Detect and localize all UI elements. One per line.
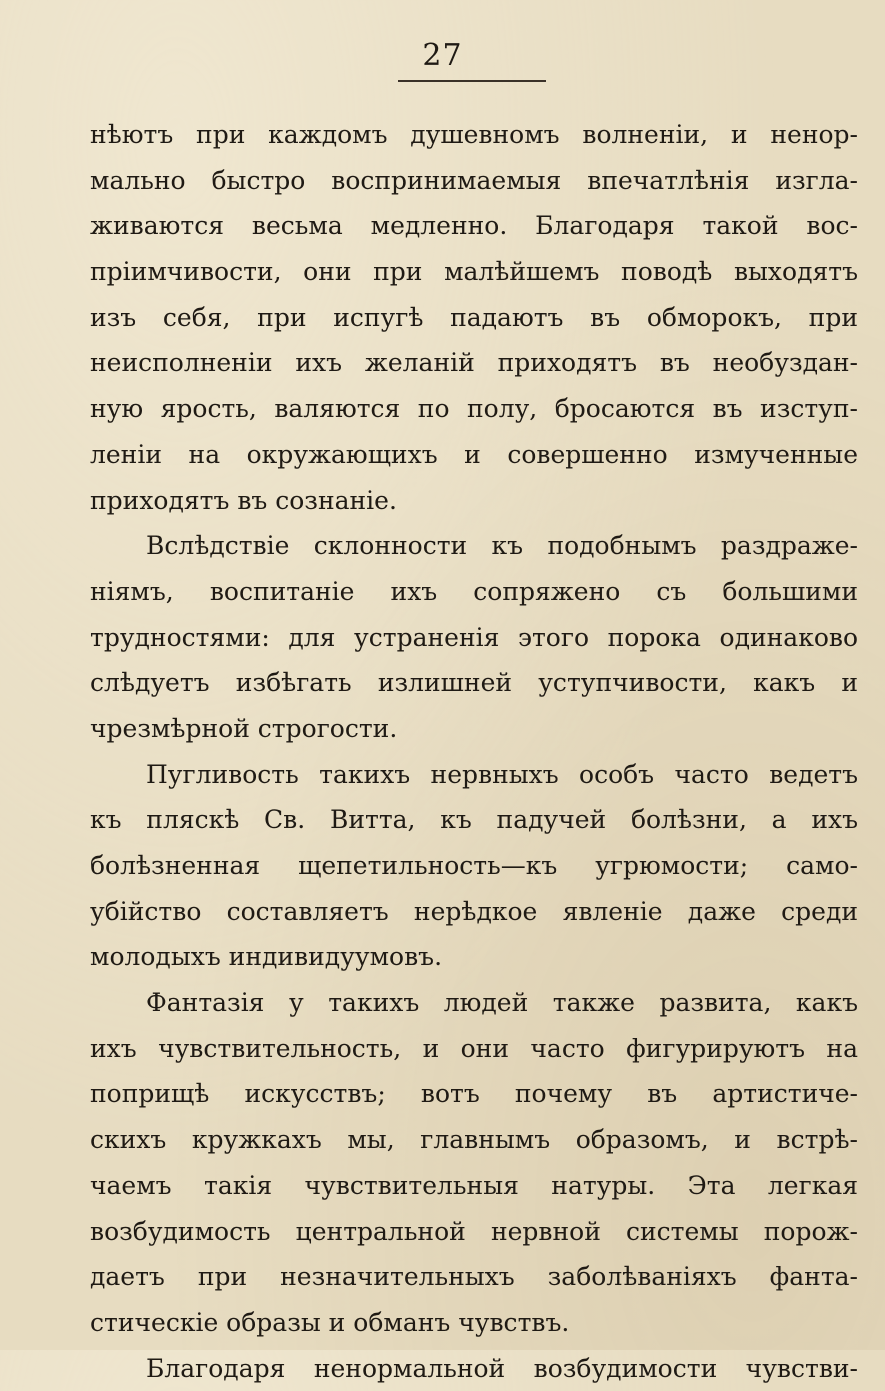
text-line: нѣютъ при каждомъ душевномъ волненiи, и ненор- <box>90 120 858 149</box>
text-line: скихъ кружкахъ мы, главнымъ образомъ, и встрѣ- <box>90 1125 858 1155</box>
text-line: возбудимость центральной нервной системы порож- <box>90 1216 858 1246</box>
text-line: чаемъ такiя чувствительныя натуры. Эта легкая <box>90 1170 858 1200</box>
body-text <box>90 112 858 1391</box>
text-line: даетъ при незначительныхъ заболѣванiяхъ фанта- <box>90 1262 858 1292</box>
text-line: къ пляскѣ Св. Витта, къ падучей болѣзни, а ихъ <box>90 805 858 835</box>
text-line: ихъ чувствительность, и они часто фигурируютъ на <box>90 1033 858 1063</box>
text-line: изъ себя, при испугѣ падаютъ въ обморокъ, при <box>90 302 858 332</box>
text-line: прiимчивости, они при малѣйшемъ поводѣ выходятъ <box>90 257 858 287</box>
text-line: нiямъ, воспитанiе ихъ сопряжено съ большими <box>90 576 858 606</box>
text-line: Вслѣдствiе склонности къ подобнымъ раздраже- <box>146 531 858 561</box>
text-line: ную ярость, валяются по полу, бросаются въ изступ- <box>90 394 858 424</box>
text-line: Пугливость такихъ нервныхъ особъ часто ведетъ <box>146 759 858 789</box>
text-line: мально быстро воспринимаемыя впечатлѣнiя изгла- <box>90 165 858 195</box>
text-line: стическiе образы и обманъ чувствъ. <box>90 1307 570 1337</box>
text-line: слѣдуетъ избѣгать излишней уступчивости, какъ и <box>90 668 858 698</box>
text-line: ленiи на окружающихъ и совершенно измученные <box>90 439 858 469</box>
text-line: живаются весьма медленно. Благодаря такой вос- <box>90 211 858 241</box>
text-line: трудностями: для устраненiя этого порока одинаково <box>90 622 858 652</box>
text-line: неисполненiи ихъ желанiй приходятъ въ необуздан- <box>90 348 858 378</box>
text-line: молодыхъ индивидуумовъ. <box>90 942 443 972</box>
text-line: приходятъ въ сознанiе. <box>90 485 397 515</box>
text-line: убiйство составляетъ нерѣдкое явленiе даже среди <box>90 896 858 926</box>
page-number: 27 <box>422 38 463 73</box>
text-line: чрезмѣрной строгости. <box>90 713 398 743</box>
text-line: поприщѣ искусствъ; вотъ почему въ артистиче- <box>90 1079 858 1109</box>
text-line: болѣзненная щепетильность—къ угрюмости; само- <box>90 851 858 880</box>
text-line: Фантазiя у такихъ людей также развита, какъ <box>146 988 858 1018</box>
text-line: Благодаря ненормальной возбудимости чувстви- <box>146 1353 858 1383</box>
header-rule <box>398 80 546 82</box>
